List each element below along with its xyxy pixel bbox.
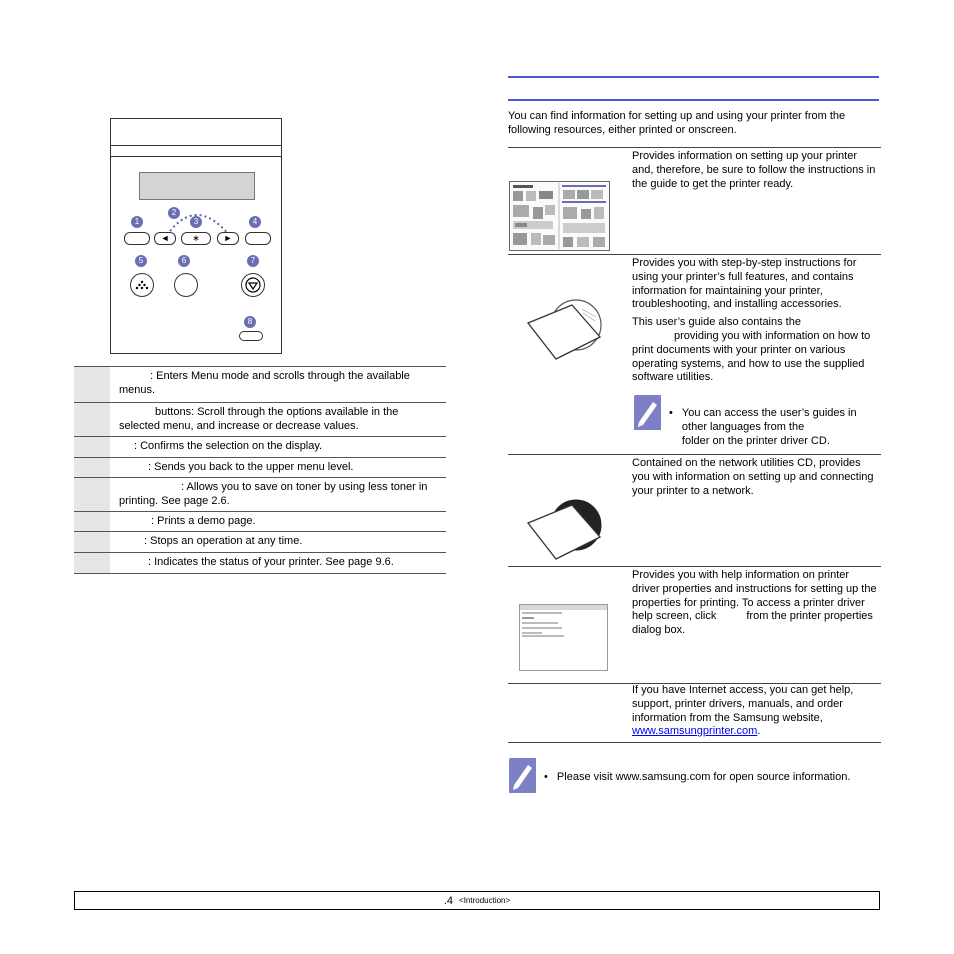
table-row bbox=[74, 478, 446, 512]
row-label-cell bbox=[74, 458, 110, 478]
network-cd-thumbnail bbox=[520, 497, 606, 565]
row-label-cell bbox=[74, 437, 110, 458]
resource-description: If you have Internet access, you can get help, support, printer drivers, manuals, and order information from the Samsung website, www.samsungprinter.com. bbox=[632, 684, 854, 738]
callout-3: 3 bbox=[190, 216, 202, 228]
row-label-cell bbox=[74, 478, 110, 512]
quick-install-guide-thumbnail bbox=[509, 181, 610, 251]
section-rule-bottom bbox=[508, 99, 879, 101]
ok-button: ∗ bbox=[181, 232, 211, 245]
note-text: • You can access the user’s guides in other languages from the folder on the printer driver CD. bbox=[669, 407, 857, 447]
toner-dots-icon bbox=[131, 274, 153, 296]
page-number: .4 <Introduction> bbox=[443, 895, 511, 907]
row-description: : Confirms the selection on the display. bbox=[110, 437, 446, 458]
row-label-cell bbox=[74, 532, 110, 553]
table-row bbox=[74, 437, 446, 458]
table-row bbox=[74, 512, 446, 532]
open-source-note: • Please visit www.samsung.com for open source information. bbox=[544, 771, 851, 783]
status-led bbox=[239, 331, 263, 341]
row-description: : Enters Menu mode and scrolls through the available menus. bbox=[110, 367, 446, 403]
left-arrow-icon: ◄ bbox=[154, 232, 176, 245]
table-row bbox=[74, 458, 446, 478]
page-footer bbox=[74, 891, 880, 910]
callout-7: 7 bbox=[247, 255, 259, 267]
stop-octagon-icon bbox=[242, 274, 264, 296]
row-label-cell bbox=[74, 553, 110, 574]
callout-5: 5 bbox=[135, 255, 147, 267]
menu-button bbox=[124, 232, 150, 245]
row-description: : Indicates the status of your printer. See page 9.6. bbox=[110, 553, 446, 574]
note-icon bbox=[508, 757, 536, 793]
row-description: : Allows you to save on toner by using less toner in printing. See page 2.6. bbox=[110, 478, 446, 512]
row-label-cell bbox=[74, 512, 110, 532]
table-row bbox=[74, 553, 446, 574]
resource-divider bbox=[508, 454, 881, 455]
row-label-cell bbox=[74, 367, 110, 403]
callout-2: 2 bbox=[168, 207, 180, 219]
callout-1: 1 bbox=[131, 216, 143, 228]
row-description: : Stops an operation at any time. bbox=[110, 532, 446, 553]
driver-help-screenshot bbox=[519, 604, 609, 672]
demo-button bbox=[174, 273, 198, 297]
button-description-table bbox=[74, 366, 446, 574]
back-button bbox=[245, 232, 271, 245]
control-panel-illustration bbox=[110, 118, 282, 354]
row-description: buttons: Scroll through the options available in the selected menu, and increase or decrease values. bbox=[110, 403, 446, 437]
toner-save-icon bbox=[130, 273, 154, 297]
resource-description: Provides you with step-by-step instructions for using your printer’s full features, and contains information for maintaining your printer, troubleshooting, and installing accessories. This user’s guide also contains the providing you with information on how to print documents with your printer on various operating systems, and how to use the supplied software utilities. bbox=[632, 257, 871, 384]
resource-divider bbox=[508, 254, 881, 255]
resource-description: Contained on the network utilities CD, provides you with information on setting up and connecting your printer to a network. bbox=[632, 457, 874, 497]
cd-sleeve-thumbnail bbox=[520, 297, 606, 365]
table-row bbox=[74, 367, 446, 403]
table-row bbox=[74, 532, 446, 553]
note-icon bbox=[633, 394, 661, 430]
callout-4: 4 bbox=[249, 216, 261, 228]
stop-icon bbox=[241, 273, 265, 297]
resource-description: Provides you with help information on printer driver properties and instructions for setting up the properties for printing. To access a printer driver help screen, click from the printer properties dialog box. bbox=[632, 569, 877, 637]
table-row bbox=[74, 403, 446, 437]
samsung-website-link[interactable]: www.samsungprinter.com bbox=[632, 725, 758, 738]
row-label-cell bbox=[74, 403, 110, 437]
callout-6: 6 bbox=[178, 255, 190, 267]
right-arrow-icon: ► bbox=[217, 232, 239, 245]
resource-description: Provides information on setting up your printer and, therefore, be sure to follow the instructions in the guide to get the printer ready. bbox=[632, 150, 876, 190]
callout-8: 8 bbox=[244, 316, 256, 328]
resource-divider bbox=[508, 566, 881, 567]
row-description: : Prints a demo page. bbox=[110, 512, 446, 532]
section-rule-top bbox=[508, 76, 879, 78]
row-description: : Sends you back to the upper menu level. bbox=[110, 458, 446, 478]
intro-paragraph: You can find information for setting up and using your printer from the following resources, either printed or onscreen. bbox=[508, 110, 846, 136]
resource-divider bbox=[508, 147, 881, 148]
